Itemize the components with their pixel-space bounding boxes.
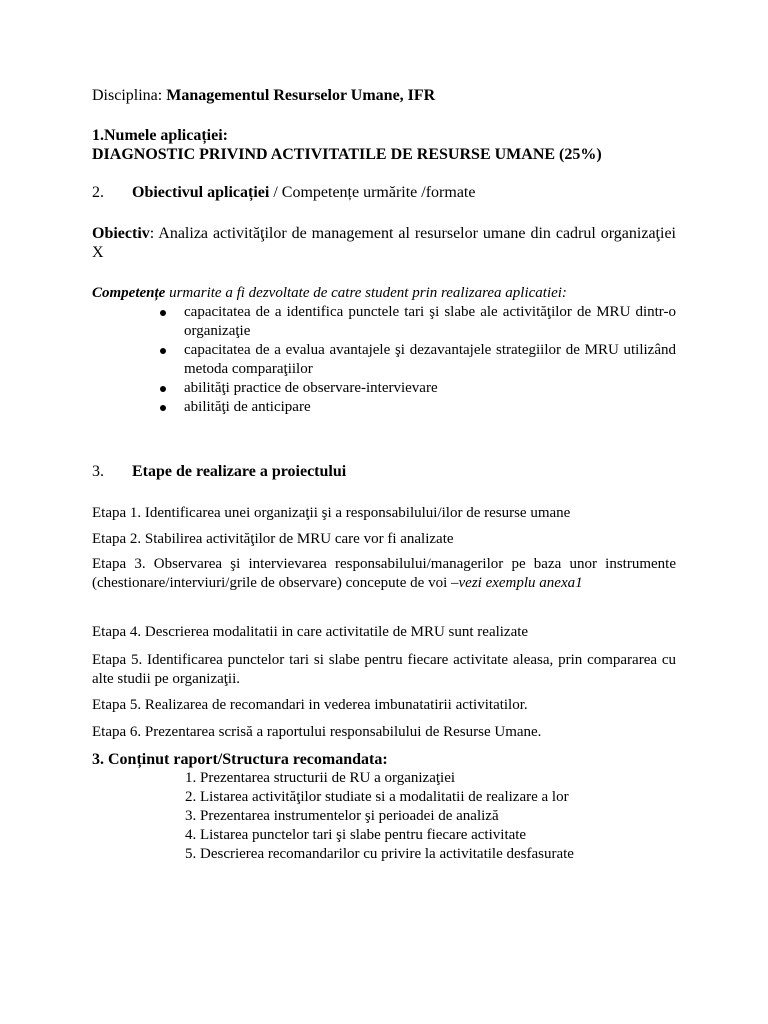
list-item-text: capacitatea de a identifica punctele tari şi slabe ale activităţilor de MRU dintr-o organizaţie [184,304,676,339]
discipline-line [92,86,676,105]
competences-intro [92,284,676,303]
list-item: 4. Listarea punctelor tari şi slabe pentru fiecare activitate [185,827,527,843]
stages-section-title: Etape de realizare a proiectului [132,463,347,480]
list-item-text: capacitatea de a evalua avantajele şi dezavantajele strategiilor de MRU utilizând metoda comparaţiilor [184,342,676,377]
stage-annex-ref: vezi exemplu anexa1 [458,575,583,591]
list-item: 5. Descrierea recomandarilor cu privire la activitatile desfasurate [185,846,574,862]
stage-1 [92,504,676,523]
stage-text: Observarea şi intervievarea responsabilului/managerilor pe baza unor instrumente (chestionare/interviuri/grile de observare) concepute de voi – [92,556,676,591]
stage-text: Stabilirea activităţilor de MRU care vor fi analizate [144,531,454,547]
section-number: 3. [92,463,104,480]
list-item-text: abilităţi practice de observare-intervievare [184,380,438,396]
report-structure-list [185,769,676,864]
stage-label: Etapa 2. [92,531,145,547]
stage-label: Etapa 3. [92,556,154,572]
bullet-icon [160,348,166,354]
stage-2 [92,530,676,549]
stage-label: Etapa 4. [92,624,145,640]
stages-section-heading [92,462,676,481]
stage-3 [92,555,676,593]
stage-label: Etapa 5. [92,652,148,668]
list-item: 3. Prezentarea instrumentelor şi perioadei de analiză [185,808,499,824]
stage-label: Etapa 6. [92,724,145,740]
objective-section-rest: / Competențe urmărite /formate [269,184,476,201]
objective-section-label: Obiectivul aplicației [132,184,270,201]
competences-list [160,303,676,417]
stage-text: Realizarea de recomandari in vederea imbunatatirii activitatilor. [144,697,528,713]
list-item [160,303,676,341]
stage-4 [92,623,676,642]
stage-text: Identificarea punctelor tari si slabe pentru fiecare activitate aleasa, prin compararea cu alte studii pe organizaţii. [92,652,676,687]
stage-text: Descrierea modalitatii in care activitatile de MRU sunt realizate [144,624,529,640]
objective-paragraph [92,224,676,262]
stage-label: Etapa 5. [92,697,145,713]
stage-5a [92,651,676,689]
bullet-icon [160,310,166,316]
discipline-label: Disciplina: [92,87,167,104]
discipline-value: Managementul Resurselor Umane, IFR [166,87,436,104]
list-item [160,398,676,417]
list-item [160,341,676,379]
app-title: DIAGNOSTIC PRIVIND ACTIVITATILE DE RESURSE UMANE (25%) [92,146,602,163]
list-item-text: abilităţi de anticipare [184,399,311,415]
stage-label: Etapa 1. [92,505,145,521]
stage-text: Prezentarea scrisă a raportului responsabilului de Resurse Umane. [144,724,542,740]
app-name-heading: 1.Numele aplicației: [92,127,228,144]
objective-label: Obiectiv [92,225,150,242]
list-item: 2. Listarea activităţilor studiate si a modalitatii de realizare a lor [185,789,569,805]
objective-section-heading [92,183,676,202]
stage-6 [92,723,676,742]
report-heading: 3. Conținut raport/Structura recomandata: [92,751,388,768]
stage-text: Identificarea unei organizaţii şi a responsabilului/ilor de resurse umane [144,505,571,521]
competences-text: urmarite a fi dezvoltate de catre student prin realizarea aplicatiei: [165,285,567,301]
list-item: 1. Prezentarea structurii de RU a organizaţiei [185,770,456,786]
section-number: 2. [92,184,104,201]
bullet-icon [160,405,166,411]
competences-label: Competențe [92,285,166,301]
bullet-icon [160,386,166,392]
objective-text: : Analiza activităţilor de management al resurselor umane din cadrul organizaţiei X [92,225,676,261]
list-item [160,379,676,398]
stage-5b [92,696,676,715]
